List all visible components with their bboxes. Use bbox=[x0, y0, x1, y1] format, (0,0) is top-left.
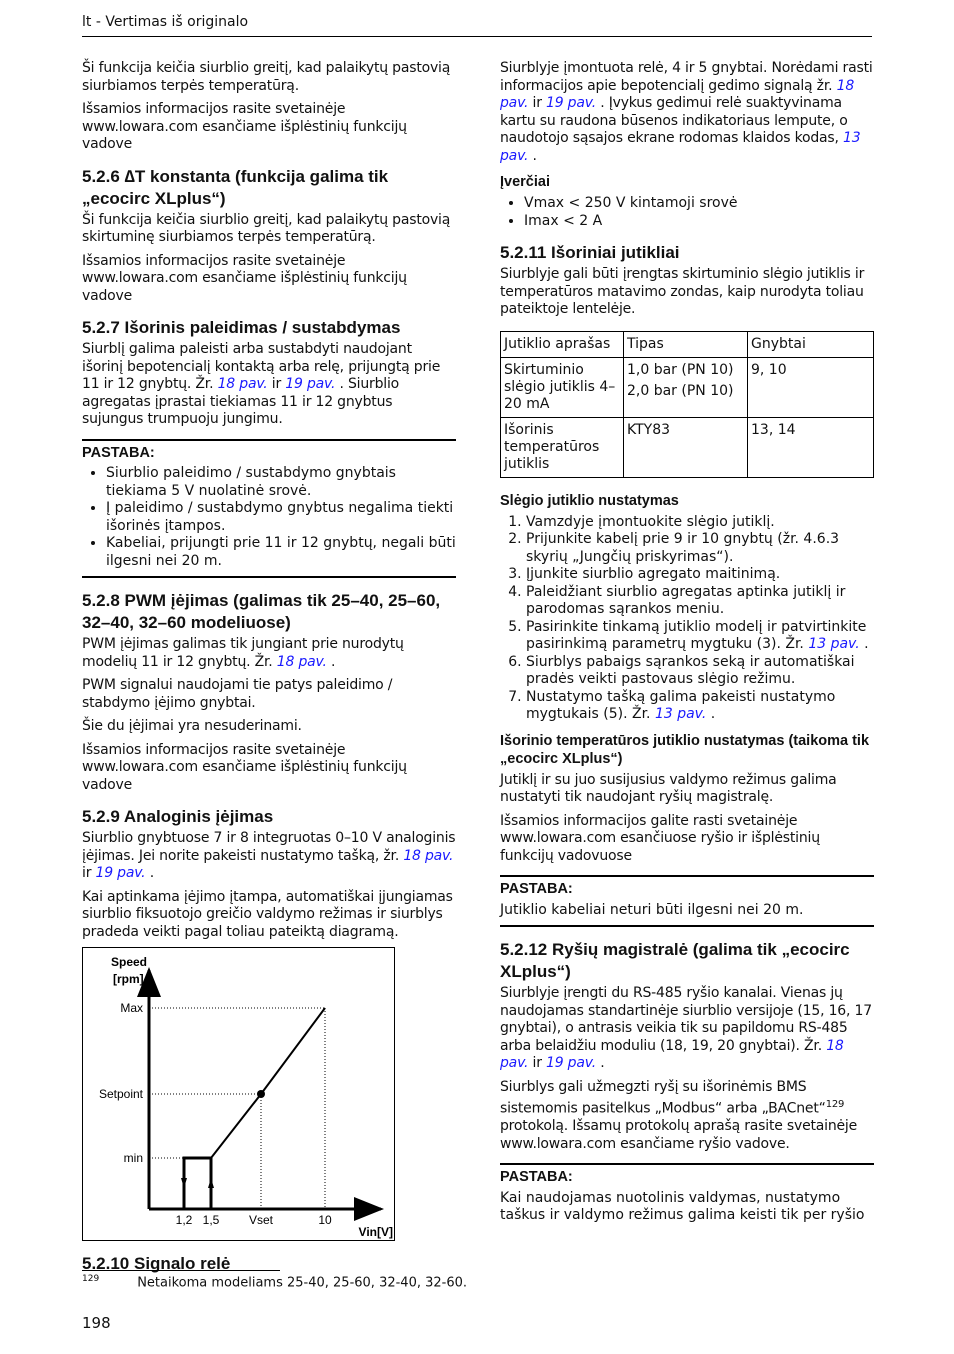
section-5-2-9-p2: Kai aptinkama įėjimo įtampa, automatiškai įjungiamas siurblio fiksuotojo greičio valdymo režimas ir siurblys pradeda veikti pagal toliau pateiktą diagramą. bbox=[82, 888, 453, 940]
chart-svg bbox=[83, 948, 394, 1240]
text: Siurblyje įmontuota relė, 4 ir 5 gnybtai. Norėdami rasti informacijos apie bepotencialį gedimo signalą žr. bbox=[500, 60, 873, 94]
section-5-2-11-p1: Siurblyje gali būti įrengtas skirtuminio slėgio jutiklis ir temperatūros matavimo zondas, kaip nurodyta toliau pateiktoje lentelėje. bbox=[500, 266, 865, 317]
note-box bbox=[500, 1163, 874, 1231]
note-item: • Kabeliai, prijungti prie 11 ir 12 gnybtų, negali būti ilgesni nei 20 m. bbox=[106, 535, 456, 570]
note-title: PASTABA: bbox=[82, 444, 155, 461]
text: . bbox=[706, 706, 716, 722]
section-5-2-9-p1 bbox=[82, 830, 456, 883]
section-5-2-10-heading: 5.2.10 Signalo relė bbox=[82, 1254, 231, 1273]
section-5-2-8-p4: Išsamios informacijos rasite svetainėje www.lowara.com esančiame išplėstinių funkcijų vadove bbox=[82, 741, 407, 793]
arrow-down-marker bbox=[181, 1178, 187, 1188]
section-5-2-8-p2: PWM signalui naudojami tie patys paleidimo / stabdymo įėjimo gnybtai. bbox=[82, 677, 393, 711]
temp-setup-p1: Jutiklį ir su juo susijusius valdymo režimus galima nustatyti tik naudojant ryšių magistralę. bbox=[500, 771, 837, 805]
section-5-2-7-p1 bbox=[82, 341, 456, 429]
section-5-2-8-p1 bbox=[82, 636, 456, 671]
note-title: PASTABA: bbox=[500, 1169, 573, 1186]
table-cell: 9, 10 bbox=[748, 357, 874, 417]
step-item bbox=[526, 689, 874, 724]
section-5-2-11-heading: 5.2.11 Išoriniai jutikliai bbox=[500, 243, 680, 262]
figure-link-13[interactable]: 13 pav. bbox=[500, 130, 861, 164]
intro-paragraph: Ši funkcija keičia siurblio greitį, kad palaikytų pastovią siurbiamos terpės temperatūrą. bbox=[82, 60, 451, 94]
table-cell: Skirtuminio slėgio jutiklis 4–20 mA bbox=[501, 357, 624, 417]
setpoint-marker bbox=[257, 1090, 265, 1098]
left-column bbox=[82, 60, 456, 1277]
text: . bbox=[528, 147, 537, 164]
text: ir bbox=[82, 865, 96, 881]
step-item: 2. Prijunkite kabelį prie 9 ir 10 gnybtų (žr. 4.6.3 skyrių „Jungčių priskyrimas“). bbox=[526, 531, 874, 566]
arrow-up-marker bbox=[208, 1178, 214, 1188]
step-item: 3. Įjunkite siurblio agregato maitinimą. bbox=[526, 566, 874, 584]
ratings-list bbox=[500, 195, 874, 230]
rating-item: • Imax < 2 A bbox=[524, 213, 874, 231]
figure-link-13[interactable]: 13 pav. bbox=[808, 636, 860, 652]
figure-link-18[interactable]: 18 pav. bbox=[500, 77, 855, 111]
x-tick-label: 10 bbox=[318, 1213, 332, 1227]
note-text: Jutiklio kabeliai neturi būti ilgesni nei 20 m. bbox=[500, 901, 804, 918]
table-cell: Išorinis temperatūros jutiklis bbox=[501, 417, 624, 477]
text: ir bbox=[528, 1055, 547, 1071]
section-5-2-8-heading: 5.2.8 PWM įėjimas (galimas tik 25–40, 25–60, 32–40, 32–60 modeliuose) bbox=[82, 591, 441, 632]
x-tick-label: 1,2 bbox=[175, 1213, 193, 1227]
text: Siurblyje įrengti du RS-485 ryšio kanalai. Vienas jų naudojamas standartinėje siurblio versijoje (15, 16, 17 gnybtai), o antrasis veikia tik su papildomu RS-485 arba belaidžiu moduliu (18, 19, 20 gnybtai). Žr. bbox=[500, 985, 872, 1054]
footnote bbox=[82, 1274, 467, 1290]
note-item: • Į paleidimo / sustabdymo gnybtus negalima tiekti išorinės įtampos. bbox=[106, 500, 456, 535]
text: protokolą. Išsamų protokolų aprašą rasite svetainėje www.lowara.com esančiame ryšio vadove. bbox=[500, 1118, 858, 1152]
section-5-2-12-p1 bbox=[500, 985, 874, 1073]
table-cell: 13, 14 bbox=[748, 417, 874, 477]
table-header-row bbox=[501, 331, 874, 357]
section-5-2-6-p1: Ši funkcija keičia siurblio greitį, kad palaikytų pastovią skirtuminę siurbiamos terpės temperatūrą. bbox=[82, 211, 451, 245]
section-5-2-7-heading: 5.2.7 Išorinis paleidimas / sustabdymas bbox=[82, 318, 401, 337]
table-row bbox=[501, 417, 874, 477]
section-5-2-6-p2: Išsamios informacijos rasite svetainėje www.lowara.com esančiame išplėstinių funkcijų vadove bbox=[82, 252, 407, 304]
ratings-heading: Įverčiai bbox=[500, 174, 550, 190]
y-tick-label: Setpoint bbox=[98, 1087, 143, 1101]
column-header: Gnybtai bbox=[748, 331, 874, 357]
text: Siurblį galima paleisti arba sustabdyti naudojant išorinį bepotencialį kontaktą arba relę, prijungtą prie 11 ir 12 gnybtų. Žr. bbox=[82, 341, 441, 392]
page-header: lt - Vertimas iš originalo bbox=[82, 14, 872, 37]
note-text: Kai naudojamas nuotolinis valdymas, nustatymo taškus ir valdymo režimus galima keisti tik per ryšio bbox=[500, 1189, 865, 1224]
y-tick-label: Max bbox=[120, 1001, 143, 1015]
temp-setup-heading: Išorinio temperatūros jutiklio nustatymas (taikoma tik „ecocirc XLplus“) bbox=[500, 732, 870, 767]
note-item: • Siurblio paleidimo / sustabdymo gnybtais tiekiama 5 V nuolatinė srovė. bbox=[106, 465, 456, 500]
text: . bbox=[595, 1055, 605, 1071]
text: ir bbox=[528, 95, 547, 111]
section-5-2-6-heading: 5.2.6 ∆T konstanta (funkcija galima tik „ecocirc XLplus“) bbox=[82, 166, 389, 208]
type-value: 1,0 bar (PN 10) bbox=[627, 361, 734, 378]
note-list bbox=[82, 465, 456, 570]
text: ir bbox=[267, 376, 286, 392]
y-axis-label: [rpm] bbox=[113, 972, 144, 986]
intro-more-info: Išsamios informacijos rasite svetainėje www.lowara.com esančiame išplėstinių funkcijų vadove bbox=[82, 101, 407, 152]
text: . bbox=[145, 865, 154, 881]
column-header: Tipas bbox=[624, 331, 748, 357]
y-tick-label: min bbox=[123, 1151, 143, 1165]
hysteresis-line bbox=[184, 1158, 211, 1209]
footnote-divider bbox=[82, 1270, 280, 1271]
figure-link-19[interactable]: 19 pav. bbox=[285, 376, 336, 392]
text: . bbox=[326, 653, 336, 670]
figure-link-13[interactable]: 13 pav. bbox=[654, 706, 707, 722]
figure-link-18[interactable]: 18 pav. bbox=[217, 376, 268, 392]
table-cell bbox=[624, 357, 748, 417]
step-item: 1. Vamzdyje įmontuokite slėgio jutiklį. bbox=[526, 514, 874, 532]
footnote-ref[interactable]: 129 bbox=[825, 1099, 845, 1110]
note-box bbox=[500, 875, 874, 927]
text: . Įvykus gedimui relė suaktyvinama kartu su raudona būsenos indikatoriaus lempute, o naudotojo sąsajos ekrane rodomas klaidos kodas, bbox=[500, 95, 848, 146]
x-axis-label: Vin[V] bbox=[358, 1225, 393, 1239]
step-item: 6. Siurblys pabaigs sąrankos seką ir automatiškai pradės veikti pastovaus slėgio režimu. bbox=[526, 654, 874, 689]
temp-setup-p2: Išsamios informacijos galite rasti svetainėje www.lowara.com esančiuose ryšio ir išplėstinių funkcijų vadovuose bbox=[500, 812, 820, 864]
type-value: 2,0 bar (PN 10) bbox=[627, 382, 734, 399]
note-box bbox=[82, 439, 456, 579]
footnote-number: 129 bbox=[82, 1274, 100, 1284]
figure-link-19[interactable]: 19 pav. bbox=[546, 1055, 596, 1071]
pressure-setup-heading: Slėgio jutiklio nustatymas bbox=[500, 492, 679, 509]
figure-link-19[interactable]: 19 pav. bbox=[546, 95, 596, 111]
section-5-2-12-p2 bbox=[500, 1079, 874, 1154]
section-5-2-9-heading: 5.2.9 Analoginis įėjimas bbox=[82, 807, 274, 826]
rating-item: • Vmax < 250 V kintamoji srovė bbox=[524, 195, 874, 213]
section-5-2-8-p3: Šie du įėjimai yra nesuderinami. bbox=[82, 718, 302, 734]
text: Pasirinkite tinkamą jutiklio modelį ir patvirtinkite pasirinkimą parametrų mygtuku (3). Žr. bbox=[526, 618, 867, 652]
text: Siurblio gnybtuose 7 ir 8 integruotas 0–10 V analoginis įėjimas. Jei norite pakeisti nustatymo tašką, žr. bbox=[82, 830, 456, 864]
step-item: 4. Paleidžiant siurblio agregatas aptinka jutiklį ir parodomas sąrankos meniu. bbox=[526, 584, 874, 619]
sensor-table bbox=[500, 331, 874, 478]
table-row bbox=[501, 357, 874, 417]
figure-link-19[interactable]: 19 pav. bbox=[95, 865, 146, 881]
section-5-2-12-heading: 5.2.12 Ryšių magistralė (galima tik „ecocirc XLplus“) bbox=[500, 940, 850, 981]
text: PWM įėjimas galimas tik jungiant prie nurodytų modelių 11 ir 12 gnybtų. Žr. bbox=[82, 636, 404, 670]
text: Siurblys gali užmegzti ryšį su išorinėmis BMS sistemomis pasitelkus „Modbus“ arba „BACnet“ bbox=[500, 1078, 826, 1117]
right-column bbox=[500, 60, 874, 1237]
text: Nustatymo tašką galima pakeisti nustatymo mygtukais (5). Žr. bbox=[526, 688, 836, 722]
column-header: Jutiklio aprašas bbox=[501, 331, 624, 357]
footnote-text: Netaikoma modeliams 25-40, 25-60, 32-40, 32-60. bbox=[137, 1275, 468, 1291]
y-axis-label: Speed bbox=[111, 955, 148, 969]
figure-link-18[interactable]: 18 pav. bbox=[403, 847, 454, 864]
text: . bbox=[859, 636, 869, 652]
relay-paragraph bbox=[500, 60, 874, 165]
speed-curve-line bbox=[211, 1008, 325, 1158]
table-cell: KTY83 bbox=[624, 417, 748, 477]
pressure-setup-steps bbox=[500, 514, 874, 724]
figure-link-18[interactable]: 18 pav. bbox=[276, 653, 327, 670]
note-title: PASTABA: bbox=[500, 881, 573, 897]
page-number: 198 bbox=[82, 1314, 111, 1332]
step-item bbox=[526, 619, 874, 654]
x-tick-label: 1,5 bbox=[202, 1213, 220, 1227]
figure-link-18[interactable]: 18 pav. bbox=[500, 1037, 844, 1071]
x-tick-label: Vset bbox=[248, 1213, 274, 1227]
text: . Siurblio agregatas įprastai tiekiamas 11 ir 12 gnybtus sujungus trumpuoju jungimu. bbox=[82, 376, 400, 427]
speed-voltage-diagram bbox=[82, 947, 395, 1241]
